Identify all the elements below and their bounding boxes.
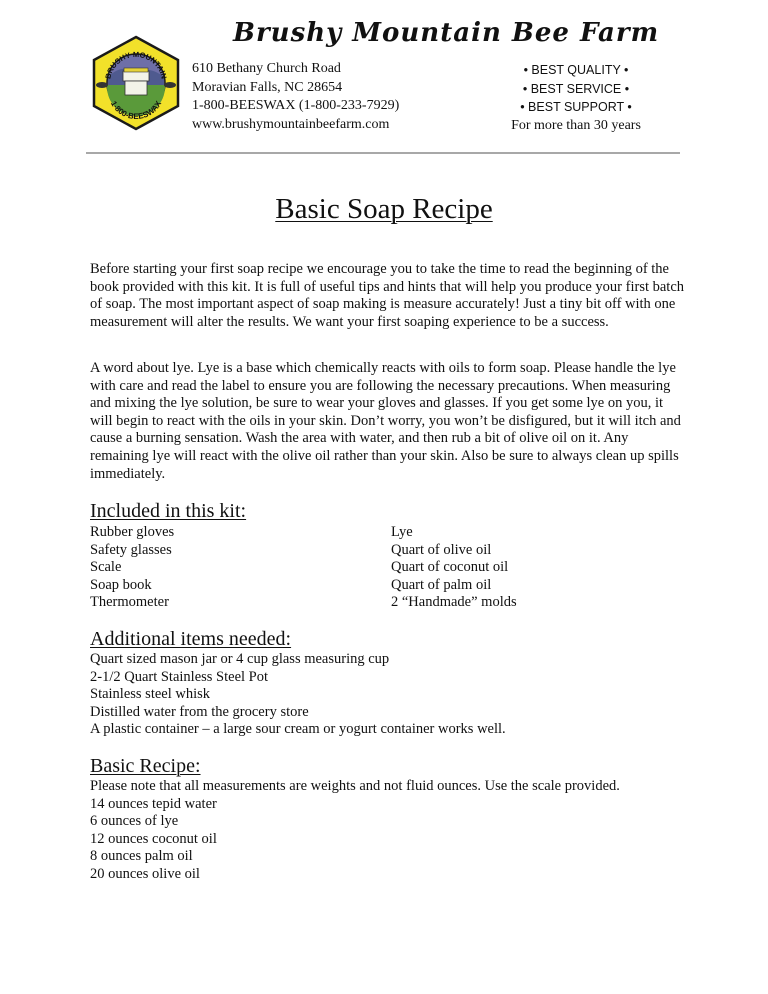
lye-paragraph: A word about lye. Lye is a base which chemically reacts with oils to form soap. Please handle the lye with care and read the label to ensure you are following the necessary precautions. When measuring and mixing the lye solution, be sure to wear your gloves and glasses. If you get some lye on you, it will begin to react with the oils in your skin. Don’t worry, you won’t be disfigured, but it will itch and cause a burning sensation. Wash the area with water, and then rub a bit of olive oil on it. Any remaining lye will react with the olive oil rather than your skin. Also be sure to always clean up spills immediately. [90,360,681,482]
kit-list-left [90,524,174,612]
list-item: Stainless steel whisk [90,686,211,703]
list-item: Quart sized mason jar or 4 cup glass measuring cup [90,651,390,667]
slogan-block [500,61,652,135]
ingredient: 20 ounces olive oil [90,865,200,882]
svg-text:BRUSHY MOUNTAIN: BRUSHY MOUNTAIN [103,49,169,80]
list-item: A plastic container – a large sour cream or yogurt container works well. [90,721,506,738]
additional-items-heading: Additional items needed: [90,628,292,650]
list-item: Rubber gloves [90,524,175,540]
brand-name: Brushy Mountain Bee Farm [233,18,660,48]
kit-list-right [391,524,517,612]
slogan-support: • BEST SUPPORT • [520,100,632,114]
list-item: 2-1/2 Quart Stainless Steel Pot [90,668,269,685]
recipe-note: Please note that all measurements are weights and not fluid ounces. Use the scale provided. [90,778,620,794]
list-item: Scale [90,559,122,576]
page-title: Basic Soap Recipe [275,193,493,225]
svg-text:1-800-BEESWAX: 1-800-BEESWAX [108,99,164,122]
list-item: Quart of coconut oil [391,559,509,576]
intro-paragraph: Before starting your first soap recipe we encourage you to take the time to read the beginning of the book provided with this kit. It is full of useful tips and hints that will help you produce your first batch of soap. The most important aspect of soap making is measure accurately! Just a tiny bit off with one measurement will alter the results. We want your first soaping experience to be a success. [90,261,685,330]
list-item: Lye [391,524,413,540]
list-item: Soap book [90,576,152,593]
basic-recipe-heading: Basic Recipe: [90,755,201,777]
ingredient: 14 ounces tepid water [90,795,217,812]
ingredient: 6 ounces of lye [90,813,179,830]
slogan-quality: • BEST QUALITY • [523,63,629,77]
recipe-list [90,778,620,884]
street-address: 610 Bethany Church Road [192,61,341,76]
city-state-zip: Moravian Falls, NC 28654 [192,79,343,95]
ingredient: 12 ounces coconut oil [90,830,217,847]
additional-items-list [90,651,506,739]
tagline: For more than 30 years [511,117,641,133]
slogan-service: • BEST SERVICE • [522,81,630,96]
ingredient: 8 ounces palm oil [90,848,193,865]
website-url: www.brushymountainbeefarm.com [192,116,390,132]
list-item: Distilled water from the grocery store [90,703,309,720]
kit-heading: Included in this kit: [90,500,247,522]
header-divider [86,152,680,154]
list-item: Quart of olive oil [391,541,492,558]
phone-number: 1-800-BEESWAX (1-800-233-7929) [192,98,400,113]
list-item: 2 “Handmade” molds [391,594,517,611]
list-item: Quart of palm oil [391,576,492,593]
address-block [192,60,399,134]
list-item: Safety glasses [90,541,172,558]
bee-farm-hexagon-logo-icon [88,35,184,131]
list-item: Thermometer [90,594,169,611]
